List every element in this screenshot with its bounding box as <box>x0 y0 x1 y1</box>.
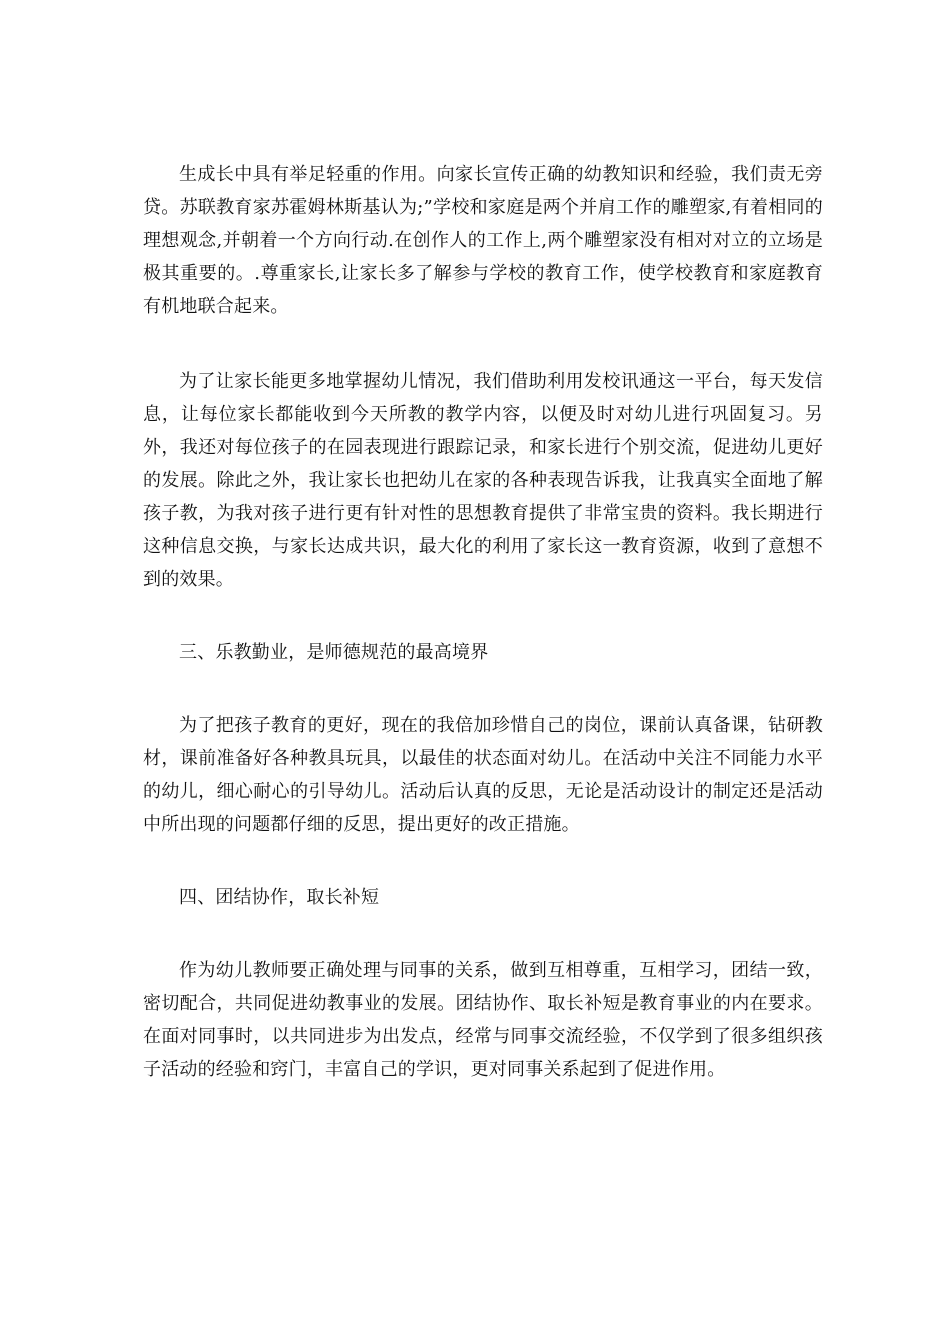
paragraph-teamwork: 作为幼儿教师要正确处理与同事的关系，做到互相尊重，互相学习，团结一致，密切配合，共同促进幼教事业的发展。团结协作、取长补短是教育事业的内在要求。在面对同事时，以共同进步为出发点，经常与同事交流经验，不仅学到了很多组织孩子活动的经验和窍门，丰富自己的学识，更对同事关系起到了促进作用。 <box>143 960 823 1080</box>
section-heading-4: 四、团结协作，取长补短 <box>179 887 380 908</box>
section-heading-3: 三、乐教勤业，是师德规范的最高境界 <box>179 642 489 663</box>
paragraph-spacer <box>143 596 823 636</box>
paragraph-spacer <box>143 841 823 881</box>
document-page <box>143 158 823 1086</box>
paragraph-school-message-platform: 为了让家长能更多地掌握幼儿情况，我们借助利用发校讯通这一平台，每天发信息，让每位家长都能收到今天所教的教学内容，以便及时对幼儿进行巩固复习。另外，我还对每位孩子的在园表现进行跟踪记录，和家长进行个别交流，促进幼儿更好的发展。除此之外，我让家长也把幼儿在家的各种表现告诉我，让我真实全面地了解孩子教，为我对孩子进行更有针对性的思想教育提供了非常宝贵的资料。我长期进行这种信息交换，与家长达成共识，最大化的利用了家长这一教育资源，收到了意想不到的效果。 <box>143 371 823 590</box>
paragraph-spacer <box>143 914 823 954</box>
paragraph-dedication: 为了把孩子教育的更好，现在的我倍加珍惜自己的岗位，课前认真备课，钻研教材，课前准备好各种教具玩具，以最佳的状态面对幼儿。在活动中关注不同能力水平的幼儿，细心耐心的引导幼儿。活动后认真的反思，无论是活动设计的制定还是活动中所出现的问题都仔细的反思，提出更好的改正措施。 <box>143 715 823 835</box>
paragraph-spacer <box>143 669 823 709</box>
paragraph-spacer <box>143 323 823 365</box>
paragraph-parent-communication: 生成长中具有举足轻重的作用。向家长宣传正确的幼教知识和经验，我们责无旁贷。苏联教育家苏霍姆林斯基认为;”学校和家庭是两个并肩工作的雕塑家,有着相同的理想观念,并朝着一个方向行动.在创作人的工作上,两个雕塑家没有相对对立的立场是极其重要的。.尊重家长,让家长多了解参与学校的教育工作，使学校教育和家庭教育有机地联合起来。 <box>143 164 823 317</box>
